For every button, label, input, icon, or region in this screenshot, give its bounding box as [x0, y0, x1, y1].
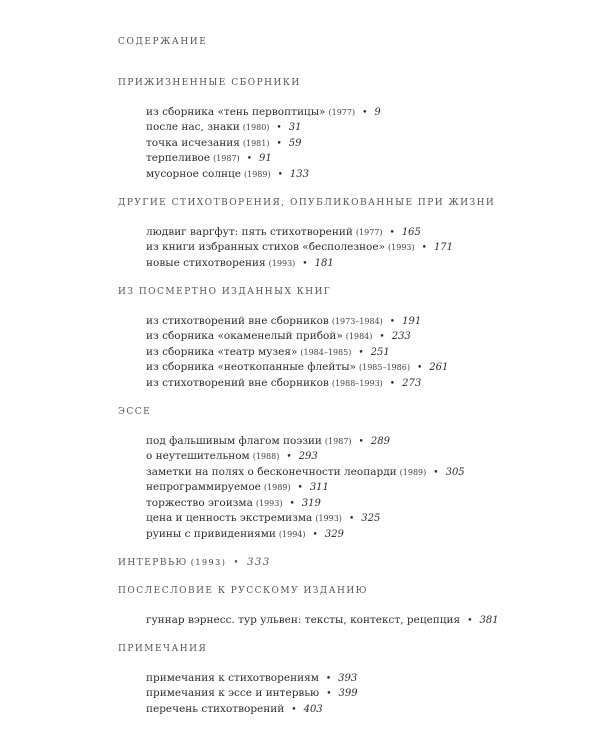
entry-year: (1984) — [345, 332, 373, 341]
entry-title: точка исчезания — [146, 136, 240, 149]
bullet-separator: • — [246, 154, 252, 164]
entry-year: (1988) — [252, 452, 280, 461]
toc-section — [118, 556, 578, 571]
entry-title: примечания к эссе и интервью — [146, 687, 320, 699]
section-heading-text: ПРИМЕЧАНИЯ — [118, 643, 208, 654]
page-number: 381 — [479, 614, 499, 626]
entry-title: заметки на полях о бесконечности леопарди — [146, 465, 397, 478]
entry-year: (1973–1984) — [331, 316, 383, 326]
page-number: 191 — [402, 315, 422, 327]
section-heading[interactable] — [118, 642, 578, 657]
toc-section — [118, 642, 578, 718]
bullet-separator: • — [358, 436, 364, 447]
toc-entry[interactable] — [146, 151, 578, 167]
entry-year: (1989) — [399, 467, 427, 477]
entry-year: (1980) — [242, 123, 270, 132]
entry-year: (1981) — [242, 138, 270, 148]
bullet-separator: • — [389, 378, 396, 389]
page-number: 133 — [289, 168, 309, 180]
toc-entry[interactable] — [146, 345, 578, 361]
sections-list — [118, 76, 578, 718]
page-title: СОДЕРЖАНИЕ — [118, 37, 208, 47]
entry-title: из сборника «окаменелый прибой» — [146, 330, 343, 342]
bullet-separator: • — [289, 498, 295, 509]
section-heading-text: ЭССЕ — [118, 406, 152, 417]
bullet-separator: • — [362, 107, 368, 118]
entry-year: (1993) — [255, 498, 283, 508]
section-entries — [118, 613, 578, 629]
entry-title: из стихотворений вне сборников — [146, 314, 329, 327]
toc-entry[interactable] — [146, 120, 578, 136]
section-entries — [118, 434, 578, 543]
section-heading[interactable] — [118, 405, 578, 420]
entry-title: гуннар вэрнесс. тур ульвен: тексты, контекст, рецепция — [146, 613, 461, 626]
page-number: 311 — [309, 482, 329, 493]
page-number: 251 — [370, 346, 390, 358]
entry-year: (1989) — [243, 169, 271, 179]
entry-year: (1987) — [213, 154, 240, 163]
toc-section — [118, 285, 578, 392]
bullet-separator: • — [467, 615, 473, 626]
entry-title: после нас, знаки — [146, 121, 240, 133]
page-number: 59 — [288, 137, 302, 149]
bullet-separator: • — [302, 258, 308, 269]
bullet-separator: • — [421, 243, 427, 253]
page-number: 305 — [445, 466, 465, 478]
section-heading-text: ИЗ ПОСМЕРТНО ИЗДАННЫХ КНИГ — [118, 286, 332, 297]
bullet-separator: • — [277, 169, 283, 180]
toc-entry[interactable] — [146, 702, 578, 718]
page-number: 9 — [374, 106, 381, 118]
page-number: 325 — [361, 513, 381, 524]
section-entries — [118, 105, 578, 183]
toc-section — [118, 405, 578, 543]
page-number: 273 — [402, 377, 422, 389]
section-year: (1993) — [190, 557, 227, 567]
entry-year: (1987) — [324, 436, 352, 446]
page-number: 403 — [303, 703, 323, 715]
entry-title: из сборника «театр музея» — [146, 345, 298, 358]
entry-year: (1994) — [278, 529, 306, 539]
page-number: 171 — [433, 242, 454, 253]
toc-entry[interactable] — [146, 686, 578, 702]
section-entries — [118, 671, 578, 718]
page-number: 181 — [314, 257, 334, 269]
entry-year: (1977) — [355, 227, 383, 237]
toc-entry[interactable] — [146, 136, 578, 152]
page-number: 261 — [429, 362, 449, 373]
bullet-separator: • — [389, 316, 396, 327]
page-number: 289 — [370, 435, 390, 447]
entry-title: мусорное солнце — [146, 167, 241, 180]
toc-entry[interactable] — [146, 105, 578, 121]
bullet-separator: • — [433, 467, 439, 478]
entry-title: перечень стихотворений — [146, 702, 285, 715]
entry-title: из книги избранных стихов «бесполезное» — [146, 241, 386, 253]
entry-year: (1977) — [328, 107, 356, 117]
entry-title: непрограммируемое — [146, 481, 261, 493]
section-heading-text: ПРИЖИЗНЕННЫЕ СБОРНИКИ — [118, 77, 301, 88]
section-heading-text: ИНТЕРВЬЮ — [118, 557, 188, 568]
page-number: 329 — [324, 528, 344, 540]
entry-title: цена и ценность экстремизма — [146, 512, 313, 524]
bullet-separator: • — [325, 673, 332, 684]
section-heading-text: ДРУГИЕ СТИХОТВОРЕНИЯ, ОПУБЛИКОВАННЫЕ ПРИ ЖИЗНИ — [118, 197, 496, 208]
page-number: 165 — [401, 226, 421, 238]
entry-title: руины с привидениями — [146, 527, 276, 540]
entry-year: (1993) — [315, 514, 342, 523]
entry-title: из сборника «неоткопанные флейты» — [146, 361, 356, 373]
bullet-separator: • — [379, 332, 385, 342]
bullet-separator: • — [389, 227, 395, 238]
entry-title: людвиг варгфут: пять стихотворений — [146, 225, 353, 238]
toc-entry[interactable] — [146, 465, 578, 481]
entry-title: торжество эгоизма — [146, 496, 253, 509]
toc-entry[interactable] — [146, 613, 578, 629]
bullet-separator: • — [276, 123, 282, 133]
entry-year: (1989) — [263, 483, 291, 492]
page-number: 293 — [298, 451, 318, 462]
entry-year: (1993) — [268, 258, 296, 268]
entry-year: (1985–1986) — [358, 363, 410, 372]
entry-year: (1993) — [388, 243, 415, 252]
bullet-separator: • — [291, 704, 297, 715]
section-heading[interactable] — [118, 584, 578, 599]
page-number: 399 — [338, 688, 358, 699]
bullet-separator: • — [358, 347, 364, 358]
entry-title: из стихотворений вне сборников — [146, 376, 329, 389]
entry-year: (1984–1985) — [300, 347, 352, 357]
bullet-separator: • — [312, 529, 318, 540]
page-number: 233 — [391, 331, 411, 342]
bullet-separator: • — [297, 483, 303, 493]
toc-section — [118, 196, 578, 272]
entry-title: из сборника «тень первоптицы» — [146, 105, 326, 118]
table-of-contents — [118, 35, 578, 731]
toc-entry[interactable] — [146, 329, 578, 345]
page-number: 319 — [301, 497, 321, 509]
bullet-separator: • — [233, 557, 241, 568]
section-heading[interactable] — [118, 76, 578, 91]
entry-title: о неутешительном — [146, 450, 250, 462]
page-number: 31 — [288, 122, 302, 133]
toc-entry[interactable] — [146, 496, 578, 512]
bullet-separator: • — [416, 363, 423, 373]
toc-entry[interactable] — [146, 671, 578, 687]
section-heading[interactable] — [118, 196, 578, 211]
bullet-separator: • — [326, 689, 332, 699]
toc-section — [118, 76, 578, 183]
section-heading[interactable] — [118, 556, 578, 571]
toc-section — [118, 584, 578, 629]
bullet-separator: • — [276, 138, 282, 149]
section-entries — [118, 314, 578, 392]
toc-entry[interactable] — [146, 511, 578, 527]
toc-entry[interactable] — [146, 240, 578, 256]
entry-year: (1988–1993) — [331, 378, 383, 388]
toc-entry[interactable] — [146, 360, 578, 376]
entry-title: новые стихотворения — [146, 256, 266, 269]
toc-entry[interactable] — [146, 256, 578, 272]
page-number: 393 — [338, 672, 358, 684]
entry-title: под фальшивым флагом поэзии — [146, 434, 322, 447]
toc-entry[interactable] — [146, 314, 578, 330]
entry-title: примечания к стихотворениям — [146, 671, 319, 684]
section-heading-text: ПОСЛЕСЛОВИЕ К РУССКОМУ ИЗДАНИЮ — [118, 585, 368, 596]
toc-entry[interactable] — [146, 449, 578, 465]
toc-entry[interactable] — [146, 434, 578, 450]
section-heading[interactable] — [118, 285, 578, 300]
page-number: 333 — [247, 556, 271, 568]
page-number: 91 — [259, 153, 272, 164]
toc-entry[interactable] — [146, 225, 578, 241]
section-entries — [118, 225, 578, 272]
toc-entry[interactable] — [146, 527, 578, 543]
toc-entry[interactable] — [146, 167, 578, 183]
toc-entry[interactable] — [146, 480, 578, 496]
bullet-separator: • — [348, 514, 355, 524]
entry-title: терпеливое — [146, 152, 211, 164]
toc-entry[interactable] — [146, 376, 578, 392]
bullet-separator: • — [286, 452, 292, 462]
